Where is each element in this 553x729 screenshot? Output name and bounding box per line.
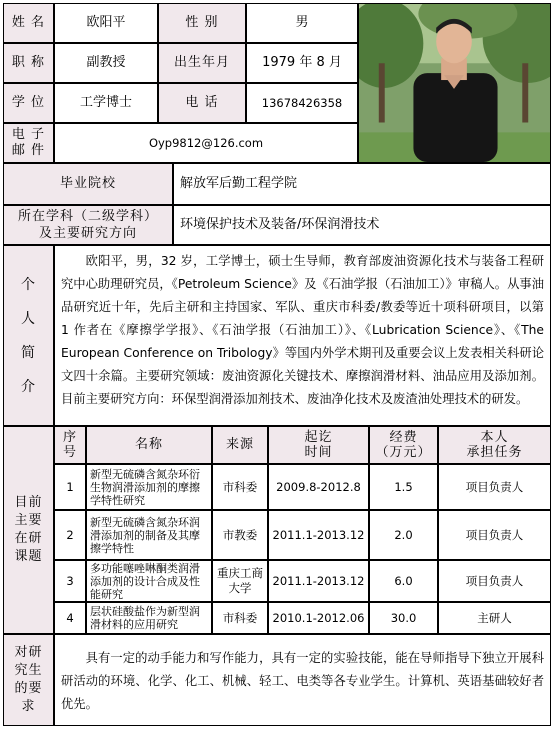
col-header-period-2: 时间 bbox=[304, 445, 333, 460]
project-1-name: 新型无硫磷含氮杂环衍生物润滑添加剂的摩擦学特性研究 bbox=[86, 464, 212, 510]
portrait-image bbox=[359, 4, 550, 162]
degree-label: 学 位 bbox=[3, 83, 54, 123]
project-3-period: 2011.1-2013.12 bbox=[268, 560, 369, 602]
project-2-name: 新型无硫磷含氮杂环润滑添加剂的制备及其摩擦学特性 bbox=[86, 510, 212, 560]
title-label: 职 称 bbox=[3, 43, 54, 83]
bio-text: 欧阳平，男，32 岁，工学博士，硕士生导师，教育部废油资源化技术与装备工程研究中心助理研究员，《Petroleum Science》及《石油学报（石油加工）》审稿人。从事油品研究近十年，先后主研和主持国家、军队、重庆市科委/教委等近十项科研项目，以第 1 作者在《摩擦学学报》、《石油学报（石油加工）》、《Lubrication Science》、《The European Conference on Tribology》等国内外学术期刊及重要会议上发表相关科研论文四十余篇。主要研究领域：废油资源化关键技术、摩擦润滑材料、油品应用及添加剂。目前主要研究方向：环保型润滑添加剂技术、废油净化技术及废渣油处理技术的研发。 bbox=[54, 245, 551, 426]
degree-value: 工学博士 bbox=[54, 83, 158, 123]
phone-value: 13678426358 bbox=[246, 83, 358, 123]
col-header-period bbox=[268, 426, 369, 464]
projects-label bbox=[3, 426, 54, 634]
col-header-role bbox=[438, 426, 551, 464]
email-label-line1: 电 子 bbox=[11, 127, 46, 142]
project-2-funding: 2.0 bbox=[369, 510, 438, 560]
requirements-label bbox=[3, 634, 54, 726]
col-header-funding-2: （万元） bbox=[375, 445, 432, 460]
name-label: 姓 名 bbox=[3, 3, 54, 43]
project-1-period: 2009.8-2012.8 bbox=[268, 464, 369, 510]
email-value: Oyp9812@126.com bbox=[54, 123, 358, 163]
project-2-role: 项目负责人 bbox=[438, 510, 551, 560]
gender-value: 男 bbox=[246, 3, 358, 43]
col-header-name: 名称 bbox=[86, 426, 212, 464]
bio-label-char-2: 人 bbox=[21, 310, 36, 327]
project-3-seq: 3 bbox=[54, 560, 86, 602]
requirements-label-line-4: 求 bbox=[21, 699, 36, 714]
col-header-source: 来源 bbox=[212, 426, 268, 464]
project-4-name: 层状硅酸盐作为新型润滑材料的应用研究 bbox=[86, 602, 212, 634]
email-label bbox=[3, 123, 54, 163]
projects-label-line-1: 目前 bbox=[14, 495, 43, 510]
project-4-period: 2010.1-2012.06 bbox=[268, 602, 369, 634]
name-value: 欧阳平 bbox=[54, 3, 158, 43]
project-1-seq: 1 bbox=[54, 464, 86, 510]
projects-label-line-3: 在研 bbox=[14, 531, 43, 546]
bio-label-char-4: 介 bbox=[21, 378, 36, 395]
gender-label: 性 别 bbox=[158, 3, 246, 43]
project-4-funding: 30.0 bbox=[369, 602, 438, 634]
project-1-role: 项目负责人 bbox=[438, 464, 551, 510]
projects-label-line-2: 主要 bbox=[14, 513, 43, 528]
requirements-label-line-2: 究生 bbox=[14, 663, 43, 678]
profile-photo bbox=[358, 3, 551, 163]
project-2-period: 2011.1-2013.12 bbox=[268, 510, 369, 560]
discipline-label bbox=[3, 205, 173, 245]
school-value: 解放军后勤工程学院 bbox=[173, 163, 551, 205]
project-3-name: 多功能噻唑啉酮类润滑添加剂的设计合成及性能研究 bbox=[86, 560, 212, 602]
bio-label-char-1: 个 bbox=[21, 276, 36, 293]
col-header-period-1: 起讫 bbox=[304, 430, 333, 445]
discipline-label-line1: 所在学科（二级学科） bbox=[17, 209, 158, 224]
birth-label: 出生年月 bbox=[158, 43, 246, 83]
phone-label: 电 话 bbox=[158, 83, 246, 123]
requirements-label-line-1: 对研 bbox=[14, 645, 43, 660]
project-4-seq: 4 bbox=[54, 602, 86, 634]
col-header-role-1: 本人 bbox=[480, 430, 509, 445]
col-header-seq bbox=[54, 426, 86, 464]
requirements-label-line-3: 的要 bbox=[14, 681, 43, 696]
col-header-seq-1: 序 bbox=[62, 430, 77, 445]
school-label: 毕业院校 bbox=[3, 163, 173, 205]
project-3-source: 重庆工商大学 bbox=[212, 560, 268, 602]
birth-value: 1979 年 8 月 bbox=[246, 43, 358, 83]
col-header-funding bbox=[369, 426, 438, 464]
discipline-label-line2: 及主要研究方向 bbox=[38, 226, 137, 241]
project-4-role: 主研人 bbox=[438, 602, 551, 634]
col-header-funding-1: 经费 bbox=[389, 430, 418, 445]
project-2-source: 市教委 bbox=[212, 510, 268, 560]
project-2-seq: 2 bbox=[54, 510, 86, 560]
title-value: 副教授 bbox=[54, 43, 158, 83]
project-1-funding: 1.5 bbox=[369, 464, 438, 510]
project-4-source: 市科委 bbox=[212, 602, 268, 634]
col-header-role-2: 承担任务 bbox=[466, 445, 523, 460]
col-header-seq-2: 号 bbox=[62, 445, 77, 460]
requirements-text: 具有一定的动手能力和写作能力，具有一定的实验技能，能在导师指导下独立开展科研活动的环境、化学、化工、机械、轻工、电类等各专业学生。计算机、英语基础较好者优先。 bbox=[54, 634, 551, 726]
email-label-line2: 邮 件 bbox=[11, 143, 46, 158]
discipline-value: 环境保护技术及装备/环保润滑技术 bbox=[173, 205, 551, 245]
project-1-source: 市科委 bbox=[212, 464, 268, 510]
project-3-role: 项目负责人 bbox=[438, 560, 551, 602]
bio-label-char-3: 简 bbox=[21, 344, 36, 361]
bio-label bbox=[3, 245, 54, 426]
projects-label-line-4: 课题 bbox=[14, 549, 43, 564]
project-3-funding: 6.0 bbox=[369, 560, 438, 602]
